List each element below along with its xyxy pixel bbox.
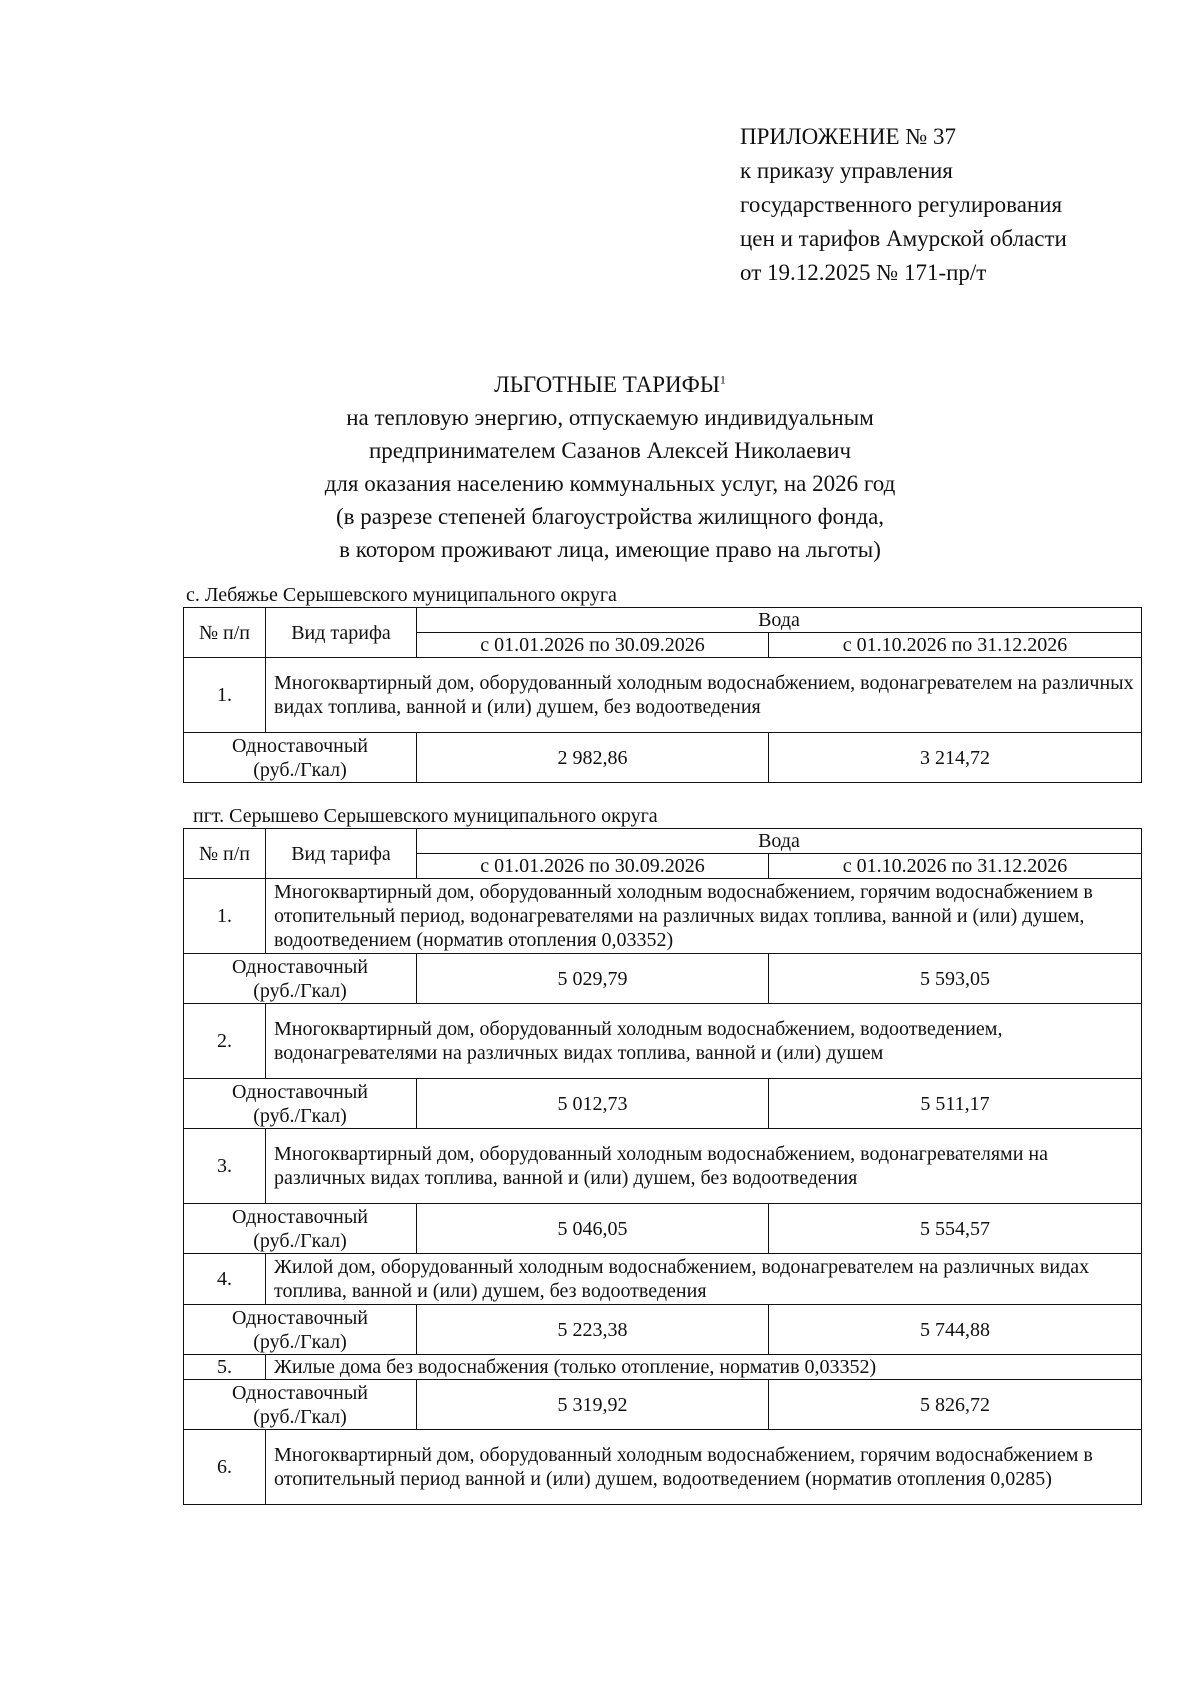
- locality-heading: пгт. Серышево Серышевского муниципального округа: [193, 805, 658, 827]
- header-num: № п/п: [184, 829, 266, 879]
- rate-label-line: Одноставочный: [232, 1306, 368, 1329]
- rate-label-unit: (руб./Гкал): [253, 758, 347, 781]
- value-period-2: 3 214,72: [769, 733, 1142, 783]
- rate-label: [184, 1079, 417, 1129]
- header-water: Вода: [417, 829, 1142, 854]
- row-number: 1.: [184, 658, 266, 733]
- value-period-1: 5 029,79: [417, 954, 769, 1004]
- header-tariff-type: Вид тарифа: [266, 608, 417, 658]
- value-period-2: 5 826,72: [769, 1380, 1142, 1430]
- appendix-number: ПРИЛОЖЕНИЕ № 37: [740, 124, 957, 149]
- value-period-1: 5 046,05: [417, 1204, 769, 1254]
- rate-label-line: Одноставочный: [232, 1381, 368, 1404]
- tariff-table: [183, 607, 1142, 783]
- title-line: на тепловую энергию, отпускаемую индивидуальным: [346, 405, 874, 430]
- rate-label-line: Одноставочный: [232, 1205, 368, 1228]
- title-line: (в разрезе степеней благоустройства жилищного фонда,: [335, 504, 885, 529]
- value-period-1: 5 223,38: [417, 1305, 769, 1355]
- value-period-1: 5 012,73: [417, 1079, 769, 1129]
- value-period-2: 5 744,88: [769, 1305, 1142, 1355]
- value-period-1: 5 319,92: [417, 1380, 769, 1430]
- row-description: Жилой дом, оборудованный холодным водоснабжением, водонагревателем на различных видах топлива, ванной и (или) душем, без водоотведения: [266, 1254, 1142, 1305]
- value-period-2: 5 511,17: [769, 1079, 1142, 1129]
- rate-label-unit: (руб./Гкал): [253, 1229, 347, 1252]
- row-description: Многоквартирный дом, оборудованный холодным водоснабжением, горячим водоснабжением в отопительный период ванной и (или) душем, водоотведением (норматив отопления 0,0285): [266, 1430, 1142, 1505]
- document-title: [160, 368, 1060, 566]
- row-number: 6.: [184, 1430, 266, 1505]
- header-period-2: с 01.10.2026 по 31.12.2026: [769, 854, 1142, 879]
- footnote-mark: 1: [719, 372, 726, 387]
- rate-label-line: Одноставочный: [232, 1080, 368, 1103]
- header-num: № п/п: [184, 608, 266, 658]
- row-description: Многоквартирный дом, оборудованный холодным водоснабжением, водоотведением, водонагревателями на различных видах топлива, ванной и (или) душем: [266, 1004, 1142, 1079]
- row-description: Жилые дома без водоснабжения (только отопление, норматив 0,03352): [266, 1355, 1142, 1380]
- row-description: Многоквартирный дом, оборудованный холодным водоснабжением, водонагревателем на различных видах топлива, ванной и (или) душем, без водоотведения: [266, 658, 1142, 733]
- rate-label-unit: (руб./Гкал): [253, 1405, 347, 1428]
- appendix-order-ref: от 19.12.2025 № 171-пр/т: [740, 260, 987, 285]
- row-number: 4.: [184, 1254, 266, 1305]
- rate-label: [184, 954, 417, 1004]
- rate-label: [184, 1305, 417, 1355]
- title-line: в котором проживают лица, имеющие право на льготы): [339, 537, 881, 562]
- appendix-line: к приказу управления: [740, 158, 953, 183]
- value-period-2: 5 554,57: [769, 1204, 1142, 1254]
- rate-label-line: Одноставочный: [232, 734, 368, 757]
- rate-label-unit: (руб./Гкал): [253, 979, 347, 1002]
- title-line: предпринимателем Сазанов Алексей Николаевич: [368, 438, 852, 463]
- row-number: 5.: [184, 1355, 266, 1380]
- appendix-line: государственного регулирования: [740, 192, 1063, 217]
- rate-label: [184, 1204, 417, 1254]
- title-main-line: [160, 368, 1060, 401]
- rate-label: [184, 733, 417, 783]
- header-water: Вода: [417, 608, 1142, 633]
- appendix-line: цен и тарифов Амурской области: [740, 226, 1067, 251]
- tariff-table: [183, 828, 1142, 1505]
- row-number: 2.: [184, 1004, 266, 1079]
- value-period-1: 2 982,86: [417, 733, 769, 783]
- row-description: Многоквартирный дом, оборудованный холодным водоснабжением, горячим водоснабжением в отопительный период, водонагревателями на различных видах топлива, ванной и (или) душем, водоотведением (норматив отопления 0,03352): [266, 879, 1142, 954]
- header-period-2: с 01.10.2026 по 31.12.2026: [769, 633, 1142, 658]
- title-line: для оказания населению коммунальных услуг, на 2026 год: [324, 471, 896, 496]
- rate-label-unit: (руб./Гкал): [253, 1330, 347, 1353]
- header-period-1: с 01.01.2026 по 30.09.2026: [417, 854, 769, 879]
- row-description: Многоквартирный дом, оборудованный холодным водоснабжением, водонагревателями на различных видах топлива, ванной и (или) душем, без водоотведения: [266, 1129, 1142, 1204]
- header-tariff-type: Вид тарифа: [266, 829, 417, 879]
- row-number: 1.: [184, 879, 266, 954]
- rate-label-unit: (руб./Гкал): [253, 1104, 347, 1127]
- row-number: 3.: [184, 1129, 266, 1204]
- header-period-1: с 01.01.2026 по 30.09.2026: [417, 633, 769, 658]
- locality-heading: с. Лебяжье Серышевского муниципального округа: [186, 584, 617, 606]
- value-period-2: 5 593,05: [769, 954, 1142, 1004]
- appendix-header: [740, 120, 1180, 290]
- title-main: ЛЬГОТНЫЕ ТАРИФЫ: [494, 372, 720, 397]
- rate-label-line: Одноставочный: [232, 955, 368, 978]
- rate-label: [184, 1380, 417, 1430]
